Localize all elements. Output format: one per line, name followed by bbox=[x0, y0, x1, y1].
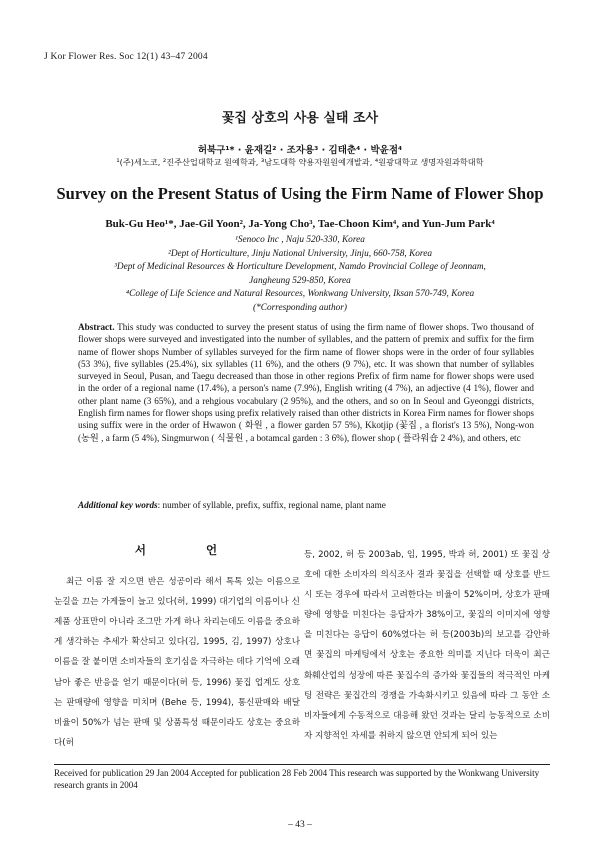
abstract-label: Abstract. bbox=[78, 322, 115, 332]
korean-affiliations: ¹(주)세노코, ²진주산업대학교 원예학과, ³남도대학 약용자원원예개발과, ⁴원광대학교 생명자원과학대학 bbox=[116, 157, 484, 167]
affiliation-3-cont: Jangheung 529-850, Korea bbox=[249, 275, 351, 286]
korean-title: 꽃집 상호의 사용 실태 조사 bbox=[221, 111, 379, 126]
korean-authors: 허북구¹* · 윤재길² · 조자용³ · 김태춘⁴ · 박윤점⁴ bbox=[197, 145, 403, 156]
abstract bbox=[78, 321, 534, 444]
left-column bbox=[54, 540, 300, 753]
abstract-text: This study was conducted to survey the present status of using the firm name of flower shops. Two thousand of flower shops were surveyed and investigated into the number of syllables, and the pattern of premix and suffix for the firm name of flower shops Number of syllables surveyed for the firm name of flower shops were in the order of four syllables (53 3%), five syllables (25.4%), six syllables (11 6%), and the others (9 7%), etc. It was shown that number of syllables surveyed in Seoul, Pusan, and Taegu decreased than those in other regions Prefix of firm name for flower shops were used in the order of a regional name (17.4%), a person's name (7.9%), English writing (4 7%), an adjective (4 1%), flower and other plant name (3 65%), and a rehgious vocabulary (2 95%), and the others, and so on In Seoul and Gyeonggi districts, English firm names for flower shops using prefix relatively raised than other districts in Korea Firm names for flower shops using suffix were in the order of Hwawon ( 화원 , a flower garden 57 5%), Kkotjip (꽃집 , a florist's 13 5%), Nong-won (농원 , a farm (5 4%), Singmurwon ( 식물원 , a botamcal garden : 3 6%), flower shop ( 플라워숍 2 4%), and others, etc bbox=[78, 322, 534, 443]
footnote-divider bbox=[54, 764, 550, 765]
intro-paragraph: 최근 이름 잘 지으면 반은 성공이라 해서 톡톡 있는 이름으로 눈길을 끄는 가게들이 늘고 있다(허, 1999) 대기업의 이름이나 신제품 상표만이 아니라 조그만 가게 하나 차리는데도 이름을 중요하게 생각하는 추세가 확산되고 있다(김, 1995, 김, 1997) 상호나 이름을 잘 붙이면 소비자들의 호기심을 자극하는 데다 기억에 오래 남아 좋은 반응을 얻기 때문이다(허 등, 1996) 꽃집 업계도 상호는 판매량에 영향을 미치며 (Behe 등, 1994), 통신판매와 배달 비율이 50%가 넘는 판매 및 상품특성 때문이라도 상호는 중요하다(허 bbox=[54, 577, 300, 748]
corresponding-author-note: (*Corresponding author) bbox=[253, 302, 347, 313]
affiliation-2: ²Dept of Horticulture, Jinju National University, Jinju, 660-758, Korea bbox=[168, 248, 432, 259]
english-authors: Buk-Gu Heo¹*, Jae-Gil Yoon², Ja-Yong Cho³, Tae-Choon Kim⁴, and Yun-Jum Park⁴ bbox=[105, 218, 495, 230]
keywords-text: : number of syllable, prefix, suffix, regional name, plant name bbox=[157, 500, 386, 510]
affiliation-list bbox=[0, 234, 600, 315]
affiliation-1: ¹Senoco Inc , Naju 520-330, Korea bbox=[235, 235, 365, 245]
affiliation-4: ⁴College of Life Science and Natural Resources, Wonkwang University, Iksan 570-749, Korea bbox=[125, 289, 475, 299]
page-number: – 43 – bbox=[288, 820, 312, 830]
intro-paragraph-continued: 등, 2002, 허 등 2003ab, 임, 1995, 박과 허, 2001) 또 꽃집 상호에 대한 소비자의 의식조사 결과 꽃집을 선택할 때 상호를 반드시 또는 경우에 따라서 고려한다는 비율이 52%이며, 상호가 판매량에 영향을 미친다는 응답자가 38%이고, 꽃집의 이미지에 영향을 미친다는 응답이 60%였다는 허 등(2003b)의 보고를 감안하면 꽃집의 마케팅에서 상호는 중요한 의미를 지닌다 더욱이 최근 화훼산업의 성장에 따른 꽃집수의 증가와 꽃집들의 적극적인 마케팅 전략은 꽃집간의 경쟁을 가속화시키고 있음에 따라 그 동안 소비자들에게 수동적으로 대응해 왔던 것과는 달리 능동적으로 소비자 지향적인 자세를 취하지 않으면 안되게 되어 있는 bbox=[304, 550, 550, 741]
english-title: Survey on the Present Status of Using the Firm Name of Flower Shop bbox=[56, 184, 544, 203]
affiliation-3: ³Dept of Medicinal Resources & Horticulture Development, Namdo Provincial College of Jeonnam, bbox=[114, 262, 486, 272]
keywords bbox=[78, 500, 538, 510]
keywords-label: Additional key words bbox=[78, 500, 158, 510]
right-column bbox=[304, 545, 550, 746]
footnote: Received for publication 29 Jan 2004 Accepted for publication 28 Feb 2004 This research was supported by the Wonkwang University research grants in 2004 bbox=[54, 768, 540, 790]
section-heading-introduction: 서 언 bbox=[134, 543, 246, 557]
journal-citation: J Kor Flower Res. Soc 12(1) 43–47 2004 bbox=[44, 52, 208, 62]
